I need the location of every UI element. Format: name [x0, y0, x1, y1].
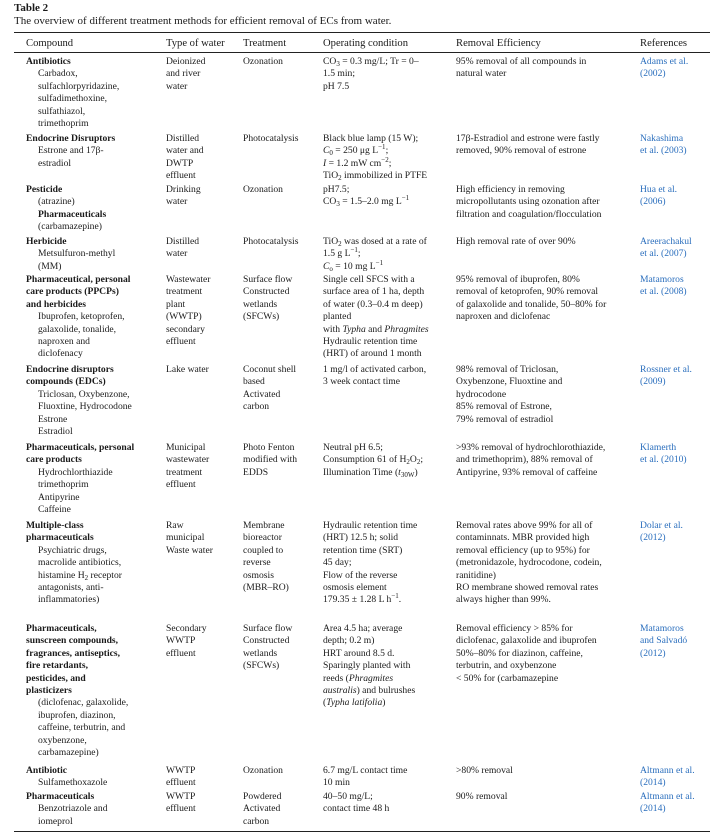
compound-cell — [26, 623, 164, 759]
efficiency-cell: High efficiency in removing micropollutants using ozonation after filtration and coagulation/flocculation — [456, 184, 602, 220]
reference-link[interactable]: Altmann et al. (2014) — [640, 791, 695, 815]
water-type-cell: Deionized and river water — [166, 56, 206, 92]
water-type-cell: Wastewater treatment plant (WWTP) secondary effluent — [166, 274, 211, 348]
treatment-cell: Coconut shell based Activated carbon — [243, 364, 297, 413]
operating-cell: 1 mg/l of activated carbon, 3 week contact time — [323, 364, 427, 388]
efficiency-cell: >93% removal of hydrochlorothiazide, and trimethoprim), 88% removal of Antipyrine, 93% removal of caffeine — [456, 442, 606, 478]
water-type-cell: Distilled water — [166, 236, 200, 260]
water-type-cell: Lake water — [166, 364, 209, 375]
treatment-cell: Photocatalysis — [243, 236, 299, 247]
efficiency-cell: High removal rate of over 90% — [456, 236, 576, 247]
table-caption: The overview of different treatment methods for efficient removal of ECs from water. — [14, 15, 392, 27]
compound-cell — [26, 184, 164, 234]
efficiency-cell: >80% removal — [456, 765, 513, 776]
reference-link[interactable]: Klamerth et al. (2010) — [640, 442, 687, 466]
compound-list: Sulfamethoxazole — [38, 777, 108, 789]
treatment-cell: Surface flow Constructed wetlands (SFCWs) — [243, 274, 293, 323]
compound-class: Pharmaceutical, personal care products (PPCPs) and herbicides — [26, 274, 131, 310]
operating-cell: Single cell SFCS with a surface area of 1 ha, depth of water (0.3–0.4 m deep) planted with Typha and Phragmites Hydraulic retention time (HRT) of around 1 month — [323, 274, 429, 360]
efficiency-cell: 95% removal of all compounds in natural water — [456, 56, 587, 80]
operating-cell: Neutral pH 6.5; Consumption 61 of $H_2O_2$; Illumination Time $(t_{30W})$ — [323, 442, 424, 479]
reference-link[interactable]: Hua et al. (2006) — [640, 184, 678, 208]
operating-cell: Hydraulic retention time (HRT) 12.5 h; solid retention time (SRT) 45 day; Flow of the reverse osmosis element 179.35 ± 1.28 L $h^{-1}$. — [323, 520, 418, 606]
compound-cell — [26, 442, 164, 516]
water-type-cell: WWTP effluent — [166, 765, 196, 789]
water-type-cell: Drinking water — [166, 184, 201, 208]
header-water: Type of water — [166, 38, 225, 49]
operating-cell: 6.7 mg/L contact time 10 min — [323, 765, 408, 789]
header-rule — [14, 52, 710, 53]
reference-link[interactable]: Altmann et al. (2014) — [640, 765, 695, 789]
reference-link[interactable]: Areerachakul et al. (2007) — [640, 236, 692, 260]
treatment-cell: Powdered Activated carbon — [243, 791, 282, 827]
treatment-cell: Surface flow Constructed wetlands (SFCWs) — [243, 623, 293, 672]
compound-list: (atrazine) — [38, 196, 75, 208]
treatment-cell: Membrane bioreactor coupled to reverse osmosis (MBR–RO) — [243, 520, 289, 594]
operating-cell: Area 4.5 ha; average depth; 0.2 m) HRT around 8.5 d. Sparingly planted with reeds (Phragmites australis) and bulrushes (Typha latifolia) — [323, 623, 416, 709]
operating-cell: Black blue lamp (15 W); $C_0 = 250$ μg $L^{-1}$; I = 1.2 mW $cm^{-2}$; TiO$_2$ immobilized in PTFE — [323, 133, 428, 183]
compound-class: Pesticide — [26, 184, 63, 195]
treatment-cell: Ozonation — [243, 56, 283, 67]
compound-cell — [26, 791, 164, 828]
compound-class: Pharmaceuticals, sunscreen compounds, fragrances, antiseptics, fire retardants, pesticides, and plasticizers — [26, 623, 121, 697]
efficiency-cell: 90% removal — [456, 791, 508, 802]
efficiency-cell: Removal rates above 99% for all of contaminnats. MBR provided high removal efficiency (up to 95%) for (metronidazole, hydrocodone, codein, ranitidine) RO membrane showed removal rates always higher than 99%. — [456, 520, 602, 606]
compound-list: Carbadox, sulfachlorpyridazine, sulfadimethoxine, sulfathiazol, trimethoprim — [38, 68, 120, 130]
header-operating: Operating condition — [323, 38, 409, 49]
reference-link[interactable]: Adams et al. (2002) — [640, 56, 689, 80]
header-compound: Compound — [26, 38, 74, 49]
compound-cell — [26, 364, 164, 438]
compound-class: Multiple-class pharmaceuticals — [26, 520, 94, 544]
operating-cell: pH7.5; $CO_3 = 1.5-2.0$ mg $L^{-1}$ — [323, 184, 410, 209]
table-label: Table 2 — [14, 2, 49, 14]
compound-list: Metsulfuron-methyl (MM) — [38, 248, 116, 272]
compound-class: Endocrine Disruptors — [26, 133, 116, 144]
header-treatment: Treatment — [243, 38, 287, 49]
compound-class: Pharmaceuticals — [26, 791, 95, 802]
top-rule — [14, 32, 710, 33]
water-type-cell: Secondary WWTP effluent — [166, 623, 207, 659]
compound-cell — [26, 133, 164, 170]
compound-class: Endocrine disruptors compounds (EDCs) — [26, 364, 114, 388]
water-type-cell: Municipal wastewater treatment effluent — [166, 442, 210, 491]
compound-class: Pharmaceuticals — [38, 208, 107, 220]
treatment-cell: Photo Fenton modified with EDDS — [243, 442, 298, 478]
compound-class: Antibiotics — [26, 56, 71, 67]
water-type-cell: Distilled water and DWTP effluent — [166, 133, 204, 182]
reference-link[interactable]: Dolar et al. (2012) — [640, 520, 683, 544]
treatment-cell: Ozonation — [243, 184, 283, 195]
header-references: References — [640, 38, 688, 49]
compound-list: (carbamazepine) — [38, 221, 102, 233]
operating-cell: TiO$_2$ was dosed at a rate of 1.5 g $L^{-1}$; $C_o = 10$ mg $L^{-1}$ — [323, 236, 427, 273]
compound-cell — [26, 236, 164, 273]
bottom-rule — [14, 831, 710, 832]
header-efficiency: Removal Efficiency — [456, 38, 541, 49]
efficiency-cell: Removal efficiency > 85% for diclofenac, galaxolide and ibuprofen 50%–80% for diazinon, caffeine, terbutrin, and oxybenzone < 50% for (carbamazepine — [456, 623, 597, 684]
reference-link[interactable]: Rossner et al. (2009) — [640, 364, 692, 388]
compound-list: Triclosan, Oxybenzone, Fluoxtine, Hydrocodone Estrone Estradiol — [38, 388, 132, 438]
compound-list: Ibuprofen, ketoprofen, galaxolide, tonalide, naproxen and diclofenacy — [38, 311, 125, 360]
water-type-cell: Raw municipal Waste water — [166, 520, 213, 556]
compound-cell — [26, 520, 164, 607]
compound-class: Pharmaceuticals, personal care products — [26, 442, 135, 466]
efficiency-cell: 98% removal of Triclosan, Oxybenzone, Fluoxtine and hydrocodone 85% removal of Estrone, 79% removal of estradiol — [456, 364, 563, 425]
compound-cell — [26, 274, 164, 361]
reference-link[interactable]: Matamoros et al. (2008) — [640, 274, 687, 298]
efficiency-cell: 95% removal of ibuprofen, 80% removal of ketoprofen, 90% removal of galaxolide and tonalide, 50–80% for naproxen and diclofenac — [456, 274, 607, 323]
compound-class: Herbicide — [26, 236, 67, 247]
efficiency-cell: 17β-Estradiol and estrone were fastly removed, 90% removal of estrone — [456, 133, 600, 157]
compound-list: Psychiatric drugs, macrolide antibiotics, histamine $H_2$ receptor antagonists, anti- inflammatories) — [38, 544, 122, 606]
compound-list: (diclofenac, galaxolide, ibuprofen, diazinon, caffeine, terbutrin, and oxybenzone, carbamazepine) — [38, 697, 129, 759]
compound-list: Benzotriazole and iomeprol — [38, 803, 108, 827]
reference-link[interactable]: Nakashima et al. (2003) — [640, 133, 687, 157]
compound-list: Estrone and 17β- estradiol — [38, 145, 104, 169]
operating-cell: $CO_3 = 0.3$ mg/L; Tr = 0– 1.5 min; pH 7.5 — [323, 56, 419, 92]
water-type-cell: WWTP effluent — [166, 791, 196, 815]
operating-cell: 40–50 mg/L; contact time 48 h — [323, 791, 390, 815]
compound-list: Hydrochlorthiazide trimethoprim Antipyrine Caffeine — [38, 466, 113, 516]
treatment-cell: Ozonation — [243, 765, 283, 776]
treatment-cell: Photocatalysis — [243, 133, 299, 144]
compound-class: Antibiotic — [26, 765, 68, 776]
reference-link[interactable]: Matamoros and Salvadó (2012) — [640, 623, 688, 659]
compound-cell — [26, 765, 164, 790]
compound-cell — [26, 56, 164, 130]
